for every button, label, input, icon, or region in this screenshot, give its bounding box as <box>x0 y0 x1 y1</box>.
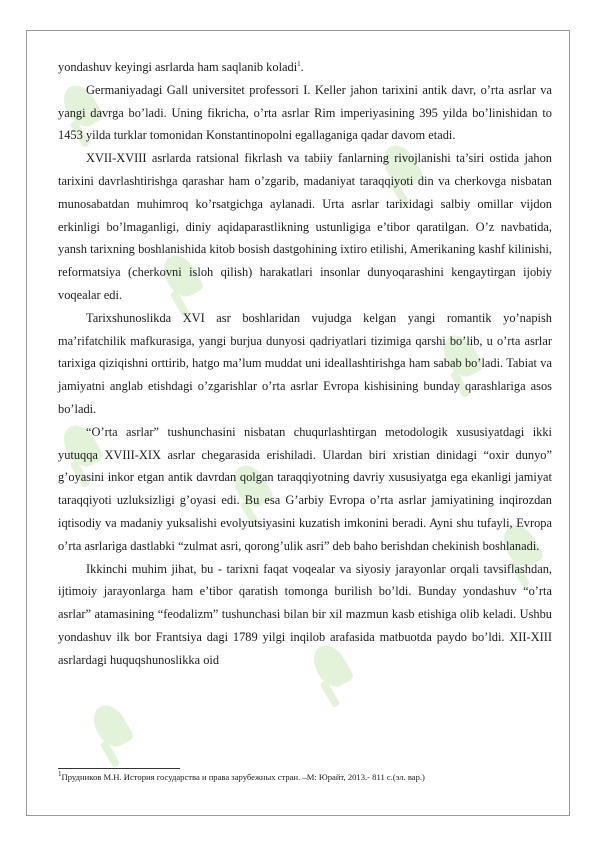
footnote <box>58 772 552 783</box>
paragraph-4: Tarixshunoslikda XVI asr boshlaridan vujudga kelgan yangi romantik yo’napish ma’rifatchilik mafkurasiga, yangi burjua dunyosi qadriyatlari tizimiga qarshi bo’lib, u o’rta asrlar tarixiga qiziqishni orttirib, hatgo ma’lum muddat uni ideallashtirishga ham sabab bo’ladi. Tabiat va jamiyatni anglab etishdagi o’zgarishlar o’rta asrlar Evropa kishisining bunday qarashlariga asos bo’ladi. <box>58 310 552 416</box>
paragraph-6: Ikkinchi muhim jihat, bu - tarixni faqat voqealar va siyosiy jarayonlar orqali tavsiflashdan, ijtimoiy jarayonlarga ham e’tibor qaratish tomonga burilish bo’ldi. Bunday yondashuv “o’rta asrlar” atamasining “feodalizm” tushunchasi bilan bir xil mazmun kasb etishiga olib keladi. Ushbu yondashuv ilk bor Frantsiya dagi 1789 yilgi inqilob arafasida matbuotda paydo bo’ldi. XII-XIII asrlardagi huquqshunoslikka oid <box>58 561 552 667</box>
footnote-ref[interactable]: 1 <box>297 59 301 68</box>
paragraph-5: “O’rta asrlar” tushunchasini nisbatan chuqurlashtirgan metodologik xususiyatdagi ikki yutuqqa XVIII-XIX asrlar chegarasida erishiladi. Ulardan biri xristian dinidagi “oxir dunyo” g’oyasini inkor etgan antik davrdan qolgan taraqqiyotning davriy xususiyatga ega ekanligi jamiyat taraqqiyoti uzluksizligi g’oyasi edi. Bu esa G’arbiy Evropa o’rta asrlar jamiyatining inqirozdan iqtisodiy va madaniy yuksalishi evolyutsiyasini kuzatish imkonini beradi. Ayni shu tufayli, Evropa o’rta asrlariga dastlabki “zulmat asri, qorong’ulik asri” deb baho berishdan chekinish boshlanadi. <box>58 424 552 553</box>
leaf-logo-icon <box>90 700 130 772</box>
body-text <box>58 56 552 672</box>
footnote-marker: 1 <box>58 770 62 779</box>
paragraph-3: XVII-XVIII asrlarda ratsional fikrlash va tabiiy fanlarning rivojlanishi ta’siri ostida jahon tarixini davrlashtirishga qarashar ham o’zgarib, madaniyat taraqqiyoti din va cherkovga nisbatan munosabatdan muhimroq ko’rsatgichga aylanadi. Urta asrlar tarixidagi salbiy omillar vijdon erkinligi bo’lmaganligi, diniy aqidaparastlikning ustunligiga e’tibor qaratilgan. O’z navbatida, yansh tarixning boshlanishida kitob bosish dastgohining ixtiro etilishi, Amerikaning kashf kilinishi, reformatsiya (cherkovni isloh qilish) harakatlari insonlar dunyoqarashini kengaytirgan ijobiy voqealar edi. <box>58 151 552 302</box>
paragraph-2: Germaniyadagi Gall universitet professori I. Keller jahon tarixini antik davr, o’rta asrlar va yangi davrga bo’ladi. Uning fikricha, o’rta asrlar Rim imperiyasining 395 yilda bo’linishidan to 1453 yilda turklar tomonidan Konstantinopolni egallaganiga qadar davom etadi. <box>58 82 552 143</box>
footnote-divider <box>58 768 180 769</box>
paragraph-1: yondashuv keyingi asrlarda ham saqlanib koladi$^1$. <box>58 59 304 74</box>
footnote-text: Прудников М.Н. История государства и права зарубежных стран. –М: Юрайт, 2013.- 811 с.(эл. вар.) <box>61 772 425 782</box>
